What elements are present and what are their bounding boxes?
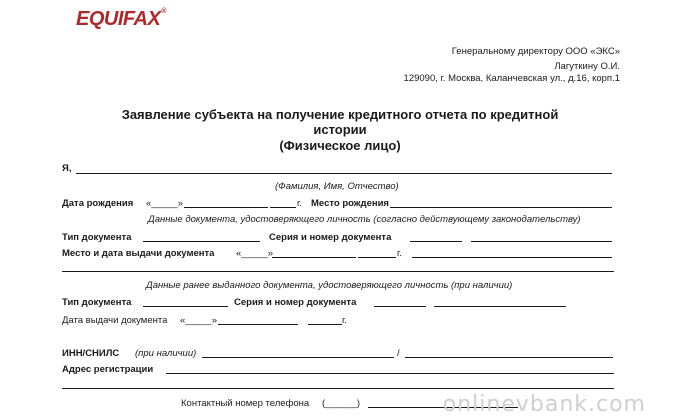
issue-place-line-2[interactable] xyxy=(62,271,614,272)
snils-line[interactable] xyxy=(405,357,613,358)
birth-day-blank[interactable]: «_____» xyxy=(146,198,183,209)
doc-type-line[interactable] xyxy=(143,241,260,242)
prev-issue-year-suffix: г. xyxy=(342,315,347,326)
registered-mark: ® xyxy=(161,8,166,15)
equifax-logo xyxy=(76,8,166,31)
issue-place-date-label: Место и дата выдачи документа xyxy=(62,248,215,259)
prev-doc-caption: Данные ранее выданного документа, удостоверяющего личность (при наличии) xyxy=(146,280,513,291)
inn-line[interactable] xyxy=(202,357,394,358)
reg-address-line[interactable] xyxy=(166,373,614,374)
phone-code-blank[interactable]: (______) xyxy=(322,398,361,409)
birth-date-label: Дата рождения xyxy=(62,198,134,209)
issue-day-blank[interactable]: «_____» xyxy=(236,248,273,259)
watermark: onlinevbank.com xyxy=(442,392,646,417)
fio-line[interactable] xyxy=(76,173,612,174)
birth-year-line[interactable] xyxy=(270,207,296,208)
title-line-1: Заявление субъекта на получение кредитного отчета по кредитной xyxy=(121,107,559,122)
title-line-3: (Физическое лицо) xyxy=(279,138,401,153)
addressee-line-3: 129090, г. Москва, Каланчевская ул., д.16, корп.1 xyxy=(403,73,620,84)
prev-issue-date-label: Дата выдачи документа xyxy=(62,315,168,326)
phone-label: Контактный номер телефона xyxy=(181,398,310,409)
birth-place-label: Место рождения xyxy=(311,198,389,209)
prev-doc-type-line[interactable] xyxy=(143,306,228,307)
prev-issue-day-blank[interactable]: «_____» xyxy=(180,315,217,326)
prev-series-number-label: Серия и номер документа xyxy=(234,297,357,308)
inn-note: (при наличии) xyxy=(135,348,197,359)
inn-separator: / xyxy=(397,348,400,359)
birth-year-suffix: г. xyxy=(297,198,302,209)
prev-doc-type-label: Тип документа xyxy=(62,297,132,308)
issue-year-line[interactable] xyxy=(358,257,396,258)
prev-issue-year-line[interactable] xyxy=(308,324,342,325)
series-number-label: Серия и номер документа xyxy=(269,232,392,243)
birth-place-line[interactable] xyxy=(390,207,612,208)
issue-place-line[interactable] xyxy=(412,257,612,258)
doc-caption: Данные документа, удостоверяющего личность (согласно действующему законодательству) xyxy=(148,214,581,225)
reg-address-label: Адрес регистрации xyxy=(62,364,154,375)
reg-address-line-2[interactable] xyxy=(62,388,614,389)
issue-month-line[interactable] xyxy=(272,257,356,258)
doc-type-label: Тип документа xyxy=(62,232,132,243)
title-line-2: истории xyxy=(313,122,367,137)
logo-text: EQUIFAX xyxy=(76,8,161,30)
fio-caption: (Фамилия, Имя, Отчество) xyxy=(275,181,399,192)
prev-doc-series-line[interactable] xyxy=(374,306,426,307)
addressee-line-1: Генеральному директору ООО «ЭКС» xyxy=(451,46,620,57)
addressee-line-2: Лагуткину О.И. xyxy=(554,61,620,72)
doc-series-line[interactable] xyxy=(410,241,462,242)
inn-label: ИНН/СНИЛС xyxy=(62,348,120,359)
prev-doc-number-line[interactable] xyxy=(434,306,566,307)
prev-issue-month-line[interactable] xyxy=(218,324,298,325)
doc-number-line[interactable] xyxy=(471,241,612,242)
issue-year-suffix: г. xyxy=(397,248,402,259)
birth-month-line[interactable] xyxy=(184,207,268,208)
i-label: Я, xyxy=(62,163,72,174)
